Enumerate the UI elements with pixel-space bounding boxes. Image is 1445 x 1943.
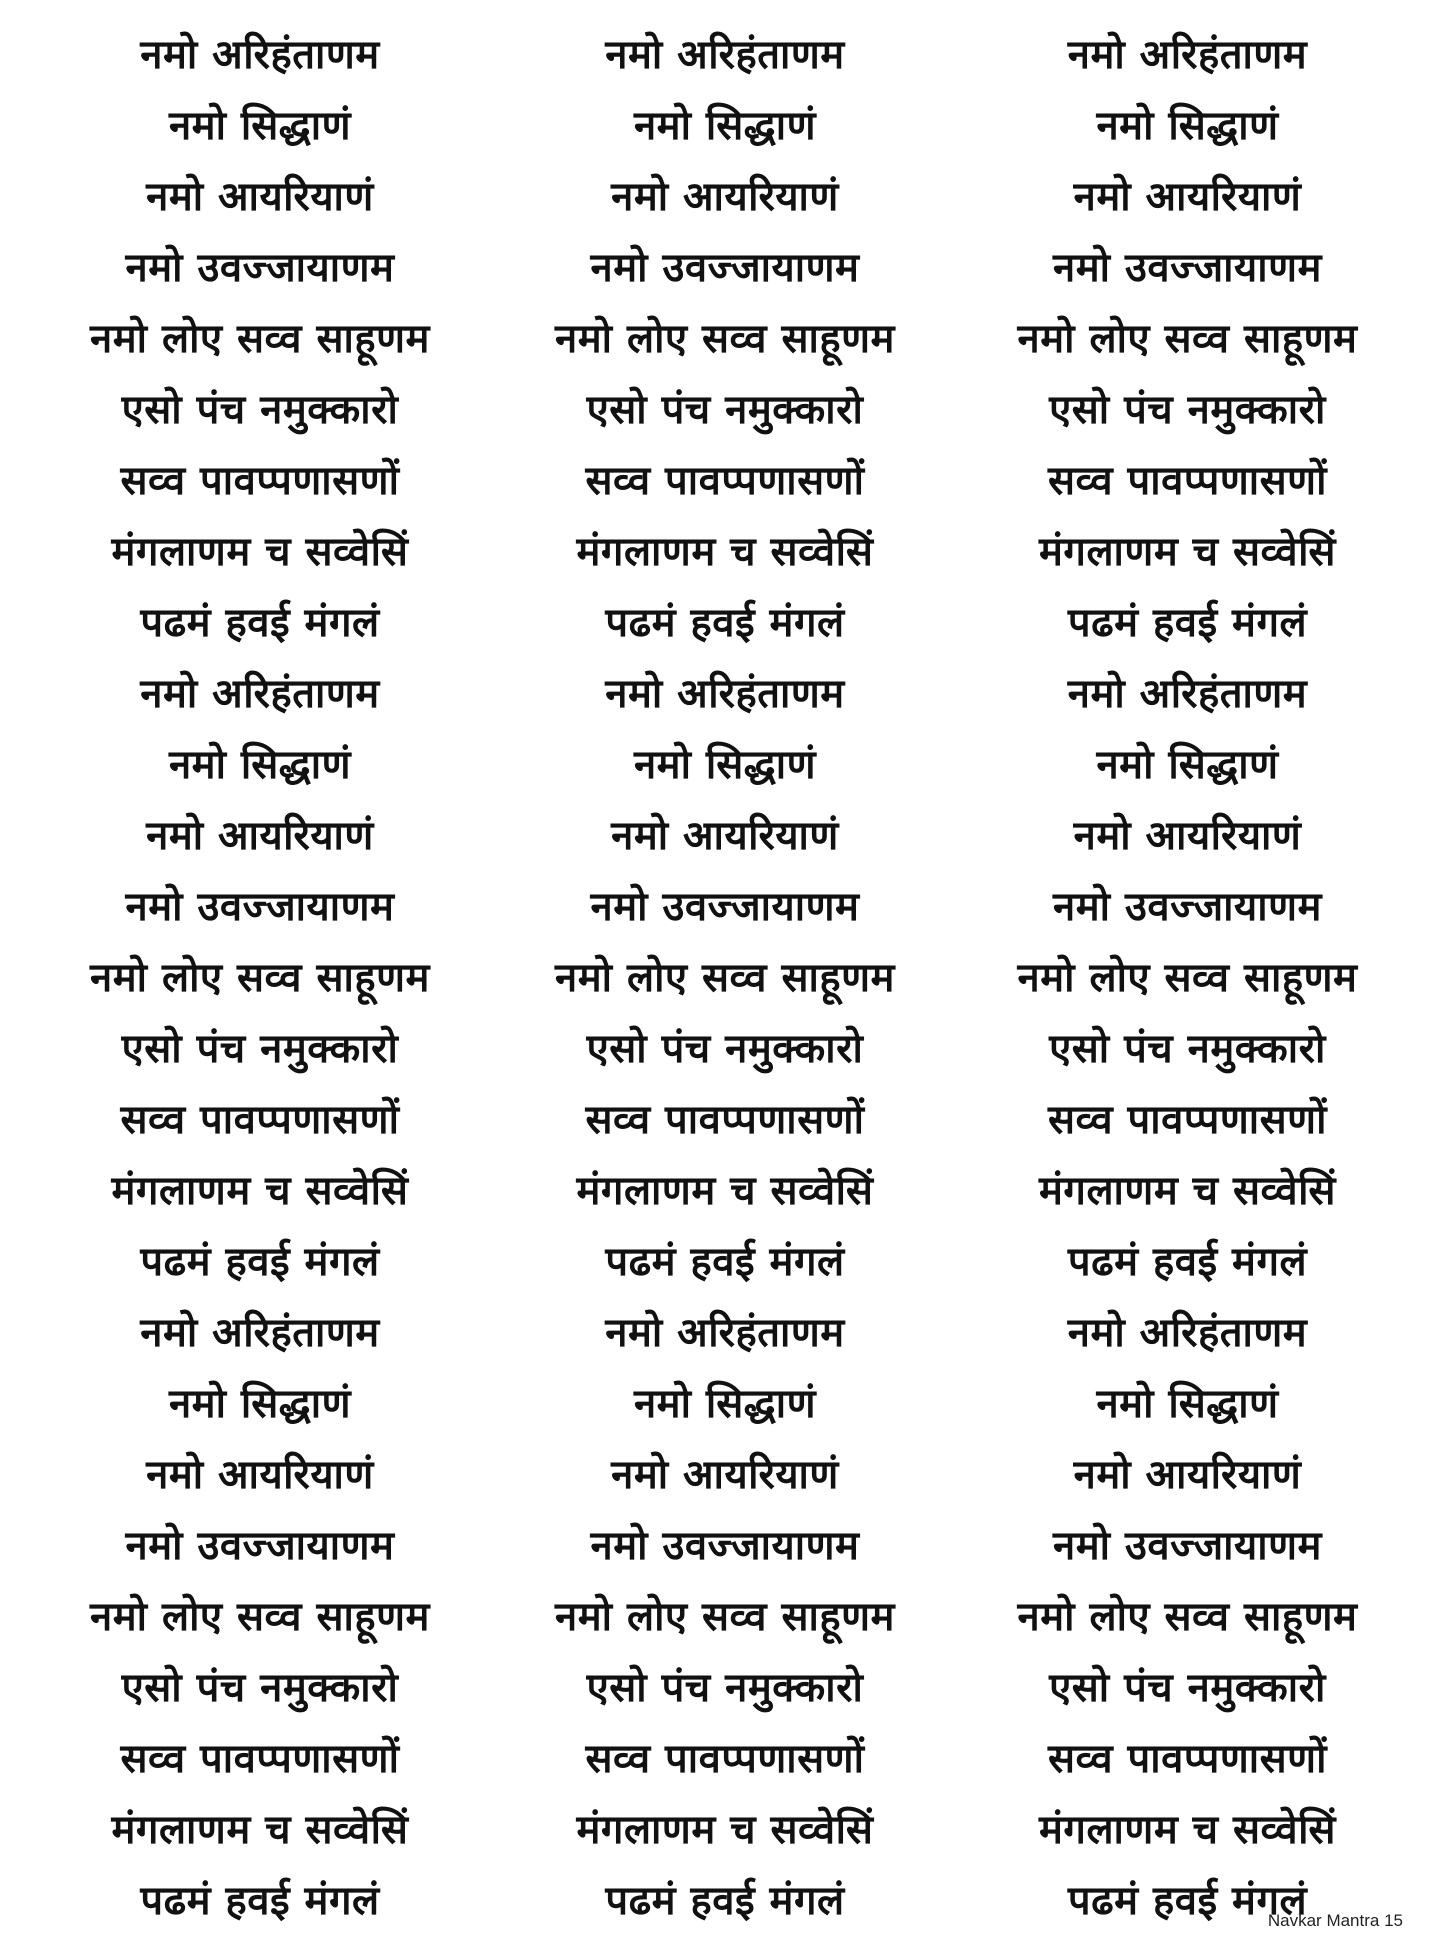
verse-line: नमो उवज्जायाणम <box>1053 1523 1322 1569</box>
verse-line: नमो सिद्धाणं <box>633 1381 817 1427</box>
verse-line: नमो लोए सव्व साहूणम <box>90 1594 430 1640</box>
verse-line: नमो आयरियाणं <box>146 1452 374 1498</box>
verse-line: सव्व पावप्पणासणों <box>585 1736 865 1782</box>
verse-line: नमो उवज्जायाणम <box>590 245 860 291</box>
verse-line: पढमं हवई मंगलं <box>605 1878 845 1924</box>
verse-line: एसो पंच नमुक्कारो <box>121 1026 399 1072</box>
verse-line: एसो पंच नमुक्कारो <box>586 1665 864 1711</box>
verse-line: पढमं हवई मंगलं <box>1067 1878 1308 1924</box>
verse-line: पढमं हवई मंगलं <box>140 1878 380 1924</box>
verse-line: एसो पंच नमुक्कारो <box>1049 1026 1326 1072</box>
verse-line: नमो लोए सव्व साहूणम <box>555 1594 895 1640</box>
verse-line: नमो सिद्धाणं <box>168 103 352 149</box>
verse-line: सव्व पावप्पणासणों <box>1048 458 1327 504</box>
verse-line: सव्व पावप्पणासणों <box>1048 1736 1327 1782</box>
verse-line: पढमं हवई मंगलं <box>140 1239 380 1285</box>
verse-line: एसो पंच नमुक्कारो <box>121 387 399 433</box>
verse-line: पढमं हवई मंगलं <box>605 1239 845 1285</box>
verse-line: नमो सिद्धाणं <box>1096 1381 1279 1427</box>
mantra-column-3 <box>960 20 1415 1937</box>
mantra-column-2 <box>490 20 960 1937</box>
verse-line: मंगलाणम च सव्वेसिं <box>111 1807 409 1853</box>
verse-line: मंगलाणम च सव्वेसिं <box>576 1807 874 1853</box>
mantra-column-1 <box>30 20 490 1937</box>
verse-line: सव्व पावप्पणासणों <box>120 1736 400 1782</box>
verse-line: सव्व पावप्पणासणों <box>585 1097 865 1143</box>
verse-line: नमो आयरियाणं <box>1073 1452 1302 1498</box>
verse-line: मंगलाणम च सव्वेसिं <box>1039 529 1336 575</box>
verse-line: नमो आयरियाणं <box>1073 174 1302 220</box>
verse-line: नमो आयरियाणं <box>146 813 374 859</box>
verse-line: नमो सिद्धाणं <box>168 1381 352 1427</box>
verse-line: नमो अरिहंताणम <box>1067 1310 1308 1356</box>
verse-line: नमो आयरियाणं <box>1073 813 1302 859</box>
verse-line: सव्व पावप्पणासणों <box>1048 1097 1327 1143</box>
verse-line: मंगलाणम च सव्वेसिं <box>111 1168 409 1214</box>
verse-line: मंगलाणम च सव्वेसिं <box>111 529 409 575</box>
verse-line: एसो पंच नमुक्कारो <box>586 1026 864 1072</box>
verse-line: नमो सिद्धाणं <box>1096 742 1279 788</box>
verse-line: मंगलाणम च सव्वेसिं <box>1039 1807 1336 1853</box>
verse-line: पढमं हवई मंगलं <box>1067 600 1308 646</box>
verse-line: नमो लोए सव्व साहूणम <box>1017 1594 1358 1640</box>
verse-line: नमो सिद्धाणं <box>1096 103 1279 149</box>
verse-line: नमो आयरियाणं <box>611 1452 839 1498</box>
verse-line: नमो सिद्धाणं <box>633 103 817 149</box>
verse-line: नमो सिद्धाणं <box>633 742 817 788</box>
verse-line: नमो अरिहंताणम <box>140 32 380 78</box>
verse-line: पढमं हवई मंगलं <box>605 600 845 646</box>
verse-line: नमो अरिहंताणम <box>605 1310 845 1356</box>
verse-line: सव्व पावप्पणासणों <box>585 458 865 504</box>
verse-line: पढमं हवई मंगलं <box>140 600 380 646</box>
mantra-columns <box>30 20 1415 1937</box>
verse-line: नमो लोए सव्व साहूणम <box>1017 955 1358 1001</box>
page-footer-label: Navkar Mantra 15 <box>1267 1911 1403 1930</box>
verse-line: नमो उवज्जायाणम <box>125 884 395 930</box>
verse-line: नमो लोए सव्व साहूणम <box>90 316 430 362</box>
verse-line: नमो अरिहंताणम <box>140 1310 380 1356</box>
verse-line: नमो अरिहंताणम <box>140 671 380 717</box>
verse-line: नमो अरिहंताणम <box>605 671 845 717</box>
verse-line: नमो अरिहंताणम <box>605 32 845 78</box>
verse-line: नमो उवज्जायाणम <box>1053 884 1322 930</box>
verse-line: सव्व पावप्पणासणों <box>120 1097 400 1143</box>
verse-line: पढमं हवई मंगलं <box>1067 1239 1308 1285</box>
verse-line: नमो आयरियाणं <box>146 174 374 220</box>
verse-line: नमो लोए सव्व साहूणम <box>555 316 895 362</box>
verse-line: नमो उवज्जायाणम <box>590 884 860 930</box>
verse-line: एसो पंच नमुक्कारो <box>1049 1665 1326 1711</box>
verse-line: नमो उवज्जायाणम <box>125 1523 395 1569</box>
verse-line: एसो पंच नमुक्कारो <box>1049 387 1326 433</box>
verse-line: नमो लोए सव्व साहूणम <box>1017 316 1358 362</box>
verse-line: सव्व पावप्पणासणों <box>120 458 400 504</box>
verse-line: एसो पंच नमुक्कारो <box>586 387 864 433</box>
verse-line: नमो लोए सव्व साहूणम <box>90 955 430 1001</box>
verse-line: नमो सिद्धाणं <box>168 742 352 788</box>
verse-line: नमो उवज्जायाणम <box>590 1523 860 1569</box>
verse-line: मंगलाणम च सव्वेसिं <box>1039 1168 1336 1214</box>
verse-line: मंगलाणम च सव्वेसिं <box>576 529 874 575</box>
verse-line: नमो लोए सव्व साहूणम <box>555 955 895 1001</box>
verse-line: नमो अरिहंताणम <box>1067 32 1308 78</box>
verse-line: नमो उवज्जायाणम <box>125 245 395 291</box>
verse-line: एसो पंच नमुक्कारो <box>121 1665 399 1711</box>
verse-line: मंगलाणम च सव्वेसिं <box>576 1168 874 1214</box>
verse-line: नमो उवज्जायाणम <box>1053 245 1322 291</box>
verse-line: नमो आयरियाणं <box>611 813 839 859</box>
verse-line: नमो आयरियाणं <box>611 174 839 220</box>
verse-line: नमो अरिहंताणम <box>1067 671 1308 717</box>
